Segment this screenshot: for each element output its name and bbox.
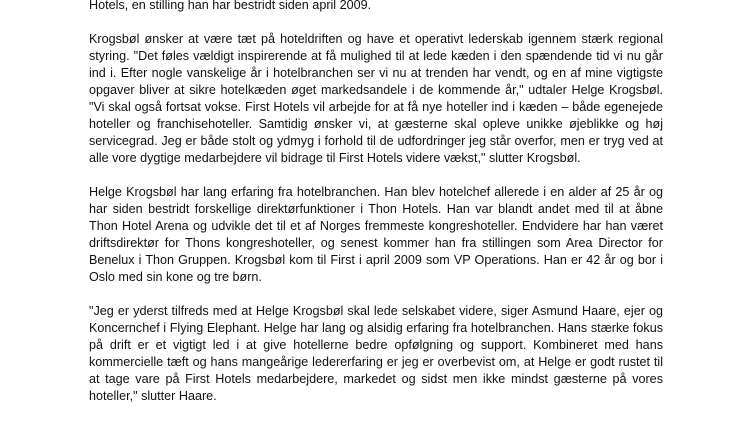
document-page (89, 0, 663, 422)
paragraph-haare-quote: "Jeg er yderst tilfreds med at Helge Krogsbøl skal lede selskabet videre, siger Asmund Haare, ejer og Koncernchef i Flying Elephant. Helge har lang og alsidig erfaring fra hotelbranchen. Hans stærke fokus på drift er et vigtigt led i at give hotellerne bedre opfølgning og support. Kombineret med hans kommercielle tæft og hans mangeårige ledererfaring er jeg er overbevist om, at Helge er godt rustet til at tage vare på First Hotels medarbejdere, markedet og sidst men ikke mindst gæsterne på vores hoteller," slutter Haare. (89, 304, 663, 403)
paragraph-intro-tail: Hotels, en stilling han har bestridt siden april 2009. (89, 0, 372, 12)
paragraph-krogsbol-quote: Krogsbøl ønsker at være tæt på hoteldriften og have et operativt lederskab igennem stærk regional styring. "Det føles vældigt inspirerende at få mulighed til at lede kæden i den spændende tid vi nu går ind i. Efter nogle vanskelige år i hotelbranchen ser vi nu at trenden har vendt, og en af mine vigtigste opgaver bliver at sikre hotelkæden øget markedsandele i de kommende år," udtaler Helge Krogsbøl. "Vi skal også fortsat vokse. First Hotels vil arbejde for at få nye hoteller ind i kæden – både egenejede hoteller og franchisehoteller. Samtidig ønsker vi, at gæsterne skal opleve unikke øjeblikke og høj servicegrad. Jeg er både stolt og ydmyg i forhold til de udfordringer jeg står overfor, men er tryg ved at alle vore dygtige medarbejdere vil bidrage til First Hotels videre vækst," slutter Krogsbøl. (89, 32, 663, 165)
paragraph-background: Helge Krogsbøl har lang erfaring fra hotelbranchen. Han blev hotelchef allerede i en alder af 25 år og har siden bestridt forskellige direktørfunktioner i Thon Hotels. Han var blandt andet med til at åbne Thon Hotel Arena og udvikle det til et af Norges fremmeste kongreshoteller. Endvidere har han været driftsdirektør for Thons kongreshoteller, og senest kommer han fra stillingen som Area Director for Benelux i Thon Gruppen. Krogsbøl kom til First i april 2009 som VP Operations. Han er 42 år og bor i Oslo med sin kone og tre børn. (89, 185, 663, 284)
